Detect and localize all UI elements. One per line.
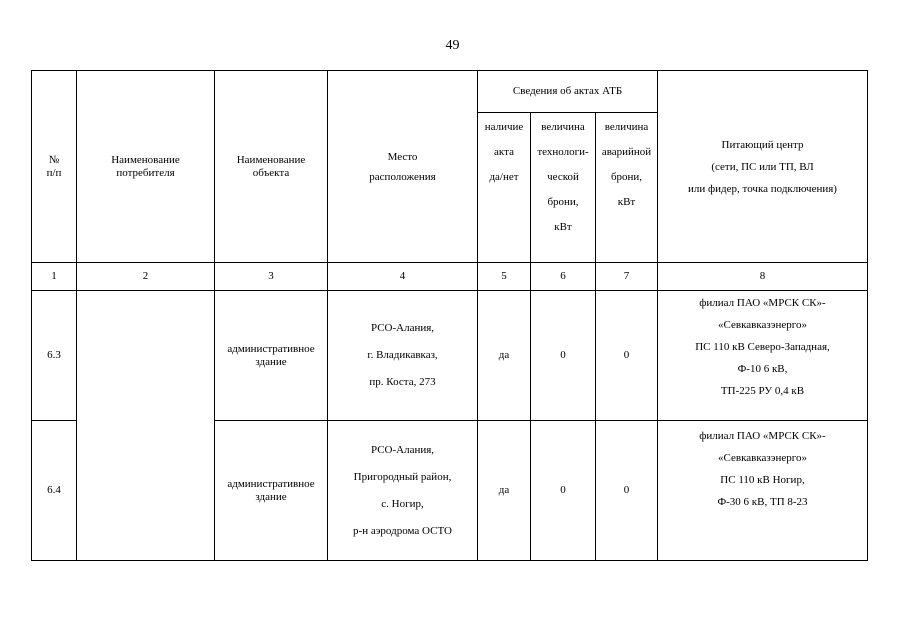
header-location: Место расположения: [328, 71, 478, 263]
row-center: филиал ПАО «МРСК СК»- «Севкавказэнерго» ПС 110 кВ Ногир, Ф-30 6 кВ, ТП 8-23: [658, 421, 868, 561]
row-emerg: 0: [596, 421, 658, 561]
column-number: 3: [215, 263, 328, 291]
column-number: 7: [596, 263, 658, 291]
header-consumer: Наименование потребителя: [77, 71, 215, 263]
column-numbers-row: [32, 263, 868, 291]
row-num: 6.3: [32, 291, 77, 421]
row-location: РСО-Алания, г. Владикавказ, пр. Коста, 273: [328, 291, 478, 421]
column-number: 8: [658, 263, 868, 291]
row-tech: 0: [531, 291, 596, 421]
header-tech: величина технологи- ческой брони, кВт: [531, 113, 596, 263]
row-object: административное здание: [215, 291, 328, 421]
header-object: Наименование объекта: [215, 71, 328, 263]
header-atb-group: Сведения об актах АТБ: [478, 71, 658, 113]
header-act: наличие акта да/нет: [478, 113, 531, 263]
column-number: 5: [478, 263, 531, 291]
column-number: 6: [531, 263, 596, 291]
column-number: 2: [77, 263, 215, 291]
row-act: да: [478, 291, 531, 421]
row-consumer: [77, 291, 215, 561]
row-tech: 0: [531, 421, 596, 561]
row-center: филиал ПАО «МРСК СК»- «Севкавказэнерго» ПС 110 кВ Северо-Западная, Ф-10 6 кВ, ТП-225 РУ 0,4 кВ: [658, 291, 868, 421]
column-number: 1: [32, 263, 77, 291]
table-row: [32, 291, 868, 421]
row-emerg: 0: [596, 291, 658, 421]
row-location: РСО-Алания, Пригородный район, с. Ногир, р-н аэродрома ОСТО: [328, 421, 478, 561]
page-number: 49: [445, 38, 460, 53]
header-emerg: величина аварийной брони, кВт: [596, 113, 658, 263]
header-center: Питающий центр (сети, ПС или ТП, ВЛ или фидер, точка подключения): [658, 71, 868, 263]
row-object: административное здание: [215, 421, 328, 561]
row-num: 6.4: [32, 421, 77, 561]
atb-table: [31, 70, 868, 561]
header-num: № п/п: [32, 71, 77, 263]
row-act: да: [478, 421, 531, 561]
column-number: 4: [328, 263, 478, 291]
